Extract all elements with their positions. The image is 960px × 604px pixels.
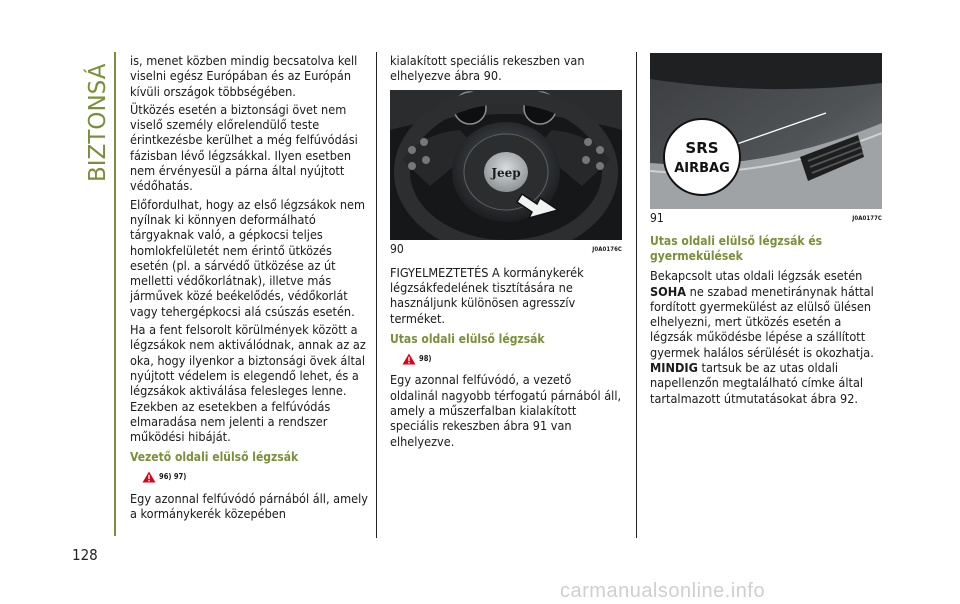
keyword-mindig: MINDIG [650, 360, 698, 376]
warning-reference [142, 469, 368, 484]
column-divider [636, 52, 637, 538]
figure-caption [650, 211, 882, 226]
section-heading: Utas oldali elülső légzsák [390, 332, 545, 347]
paragraph: FIGYELMEZTETÉS A kormánykerék légzsákfedelének tisztítására ne használjunk különösen agresszív terméket. [390, 264, 584, 326]
column-divider [376, 52, 377, 538]
paragraph [650, 268, 882, 406]
warning-icon [402, 353, 416, 365]
text-column-2 [390, 53, 622, 452]
figure-number: 91 [650, 211, 664, 225]
text-run: ne szabad menetiránynak háttal fordított gyermekülést az elülső ülésen elhelyezni, mert ütközés esetén a légzsák működésbe lépése a szállított gyermek halálos sérülését is okozhatja. [650, 283, 874, 360]
figure-caption [390, 242, 622, 257]
svg-text:BIZTONSÁG: BIZTONSÁG [85, 64, 111, 182]
warning-refs: 96) 97) [159, 472, 187, 482]
page-number: 128 [72, 546, 98, 564]
text-run: Bekapcsolt utas oldali légzsák esetén [650, 268, 863, 284]
warning-reference [402, 351, 622, 366]
section-heading: Utas oldali elülső légzsák és gyermekülések [650, 234, 823, 264]
section-heading: Vezető oldali elülső légzsák [130, 450, 299, 465]
figure-dashboard [650, 53, 882, 226]
airbag-label: AIRBAG [674, 161, 730, 176]
text-column-3 [650, 53, 882, 409]
paragraph: Egy azonnal felfúvódó, a vezető oldalinál nagyobb térfogatú párnából áll, amely a műszerfalban kialakított speciális rekeszben ábra 91 van elhelyezve. [390, 372, 622, 449]
steering-wheel-image [390, 90, 622, 240]
warning-icon [142, 471, 156, 483]
paragraph: is, menet közben mindig becsatolva kell viselni egész Európában és az Európán kívüli országok többségében. [130, 53, 358, 99]
figure-steering-wheel [390, 90, 622, 257]
figure-code: J0A0176C [592, 245, 622, 253]
paragraph: Egy azonnal felfúvódó párnából áll, amely a kormánykerék közepében [130, 490, 368, 522]
figure-code: J0A0177C [852, 215, 882, 222]
text-run: tartsuk be az utas oldali napellenzőn megtalálható címke által tartalmazott útmutatásokat ábra 92. [650, 360, 864, 406]
dashboard-airbag-image [650, 53, 882, 209]
watermark: carmanualsonline.info [560, 580, 766, 602]
paragraph: kialakított speciális rekeszben van elhelyezve ábra 90. [390, 53, 585, 84]
keyword-soha: SOHA [650, 283, 687, 299]
jeep-logo: Jeep [491, 165, 521, 180]
warning-refs: 98) [419, 354, 432, 364]
paragraph: Ütközés esetén a biztonsági övet nem viselő személy előrelendülő teste érintkezésbe kerülhet a még felfúvódási fázisban lévő légzsákkal. Ilyen esetben nem érvényesül a párna által nyújtott védőhatás. [130, 101, 358, 194]
figure-number: 90 [390, 241, 404, 256]
section-rule [114, 52, 116, 536]
paragraph: Előfordulhat, hogy az első légzsákok nem nyílnak ki könnyen deformálható tárgyaknak való, a gépkocsi teljes homlokfelületét nem érintő ütközés esetén (pl. a sárvédő ütközése az út melletti védőkorlátnak), illetve más járművek közé beékelődés, védőkorlát vagy tehergépkocsi alá csúszás esetén. [130, 196, 366, 319]
srs-label: SRS [685, 139, 719, 157]
section-title [78, 64, 112, 184]
text-column-1 [130, 53, 368, 524]
paragraph: Ha a fent felsorolt körülmények között a légzsákok nem aktiválódnak, annak az az oka, hogy ilyenkor a biztonsági övek által nyújtott védelem is elegendő lehet, és a légzsákok aktiválása felesleges lenne. Ezekben az esetekben a felfúvódás elmaradása nem jelenti a rendszer működési hibáját. [130, 322, 366, 445]
